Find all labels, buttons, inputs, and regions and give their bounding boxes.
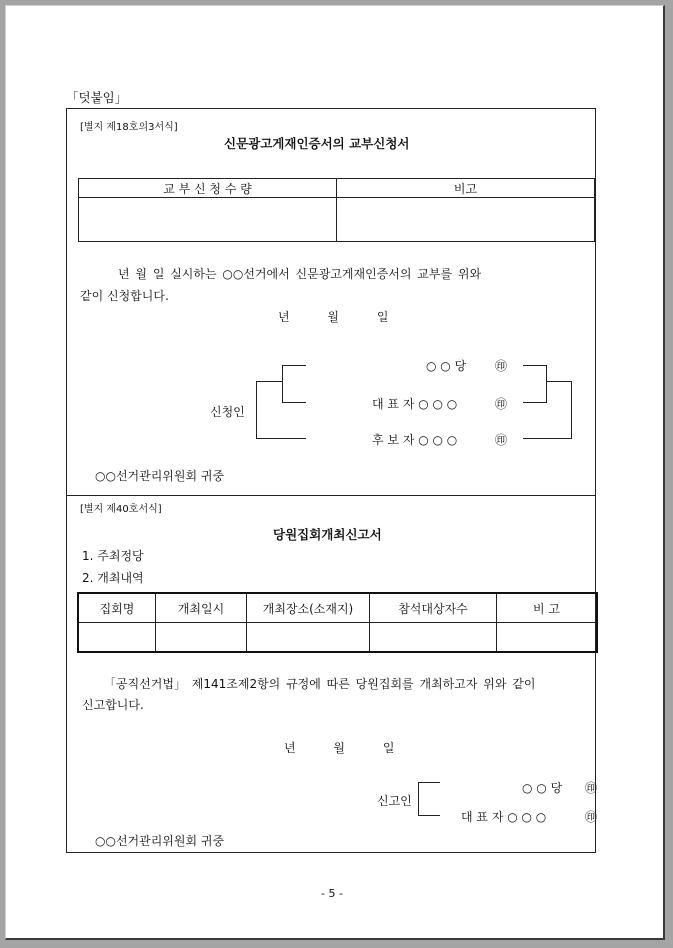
bracket-line <box>523 365 547 366</box>
form1-number: [별지 제18호의3서식] <box>80 122 178 133</box>
form2-reporter-label: 신고인 <box>377 794 412 808</box>
form-divider <box>66 495 596 496</box>
form1-title: 신문광고게재인증서의 교부신청서 <box>224 136 410 151</box>
form1-date: 년 월 일 <box>278 310 389 324</box>
form1-cell-quantity[interactable] <box>79 198 337 242</box>
form2-bracket <box>418 782 419 816</box>
form1-left-bracket-inner <box>282 365 283 403</box>
form2-item-details: 2. 개최내역 <box>82 571 144 585</box>
form2-representative: 대 표 자 ○ ○ ○ <box>461 810 547 824</box>
form2-cell-meeting-name[interactable] <box>78 623 156 653</box>
form1-header-quantity: 교 부 신 청 수 량 <box>79 179 337 198</box>
form1-representative: 대 표 자 ○ ○ ○ <box>372 397 458 411</box>
form1-candidate-seal: ㊞ <box>495 433 508 447</box>
form2-party-seal: ㊞ <box>585 781 598 795</box>
bracket-line <box>282 365 306 366</box>
form1-table <box>78 178 595 242</box>
form2-recipient: ○○선거관리위원회 귀중 <box>95 834 225 848</box>
form2-cell-venue[interactable] <box>247 623 370 653</box>
form1-right-bracket-outer <box>571 381 572 439</box>
page-number: - 5 - <box>321 887 343 900</box>
form2-cell-datetime[interactable] <box>156 623 247 653</box>
form1-right-bracket-inner <box>546 365 547 403</box>
form1-body-line2: 같이 신청합니다. <box>80 289 169 303</box>
bracket-line <box>256 381 282 382</box>
form2-body-line2: 신고합니다. <box>82 698 144 712</box>
bracket-line <box>418 815 440 816</box>
form2-title: 당원집회개최신고서 <box>273 527 382 542</box>
form2-header-attendees: 참석대상자수 <box>370 593 497 623</box>
form1-applicant-label: 신청인 <box>210 405 245 419</box>
bracket-line <box>418 782 440 783</box>
form1-representative-seal: ㊞ <box>495 397 508 411</box>
form1-party: ○ ○ 당 <box>426 359 467 373</box>
bracket-line <box>523 438 572 439</box>
form2-item-host-party: 1. 주최정당 <box>82 549 144 563</box>
form2-header-remarks: 비 고 <box>497 593 598 623</box>
bracket-line <box>256 438 306 439</box>
form2-representative-seal: ㊞ <box>585 810 598 824</box>
form1-body-line1: 년 월 일 실시하는 ○○선거에서 신문광고게재인증서의 교부를 위와 <box>118 267 482 281</box>
form2-cell-remarks[interactable] <box>497 623 598 653</box>
bracket-line <box>546 381 572 382</box>
form2-header-datetime: 개최일시 <box>156 593 247 623</box>
bracket-line <box>523 402 547 403</box>
form2-cell-attendees[interactable] <box>370 623 497 653</box>
bracket-line <box>282 402 306 403</box>
form1-cell-remarks[interactable] <box>337 198 595 242</box>
form1-header-remarks: 비고 <box>337 179 595 198</box>
form2-header-meeting-name: 집회명 <box>78 593 156 623</box>
attachment-label: 「덧붙임」 <box>66 90 128 105</box>
form2-number: [별지 제40호서식] <box>80 504 162 515</box>
form2-body-line1: 「공직선거법」 제141조제2항의 규정에 따른 당원집회를 개최하고자 위와 같이 <box>104 677 536 691</box>
form1-candidate: 후 보 자 ○ ○ ○ <box>372 433 458 447</box>
form2-header-venue: 개최장소(소재지) <box>247 593 370 623</box>
form1-party-seal: ㊞ <box>495 359 508 373</box>
form1-recipient: ○○선거관리위원회 귀중 <box>95 469 225 483</box>
form2-table <box>77 592 598 653</box>
form2-party: ○ ○ 당 <box>522 781 563 795</box>
form1-left-bracket-outer <box>256 381 257 439</box>
form2-date: 년 월 일 <box>284 741 395 755</box>
